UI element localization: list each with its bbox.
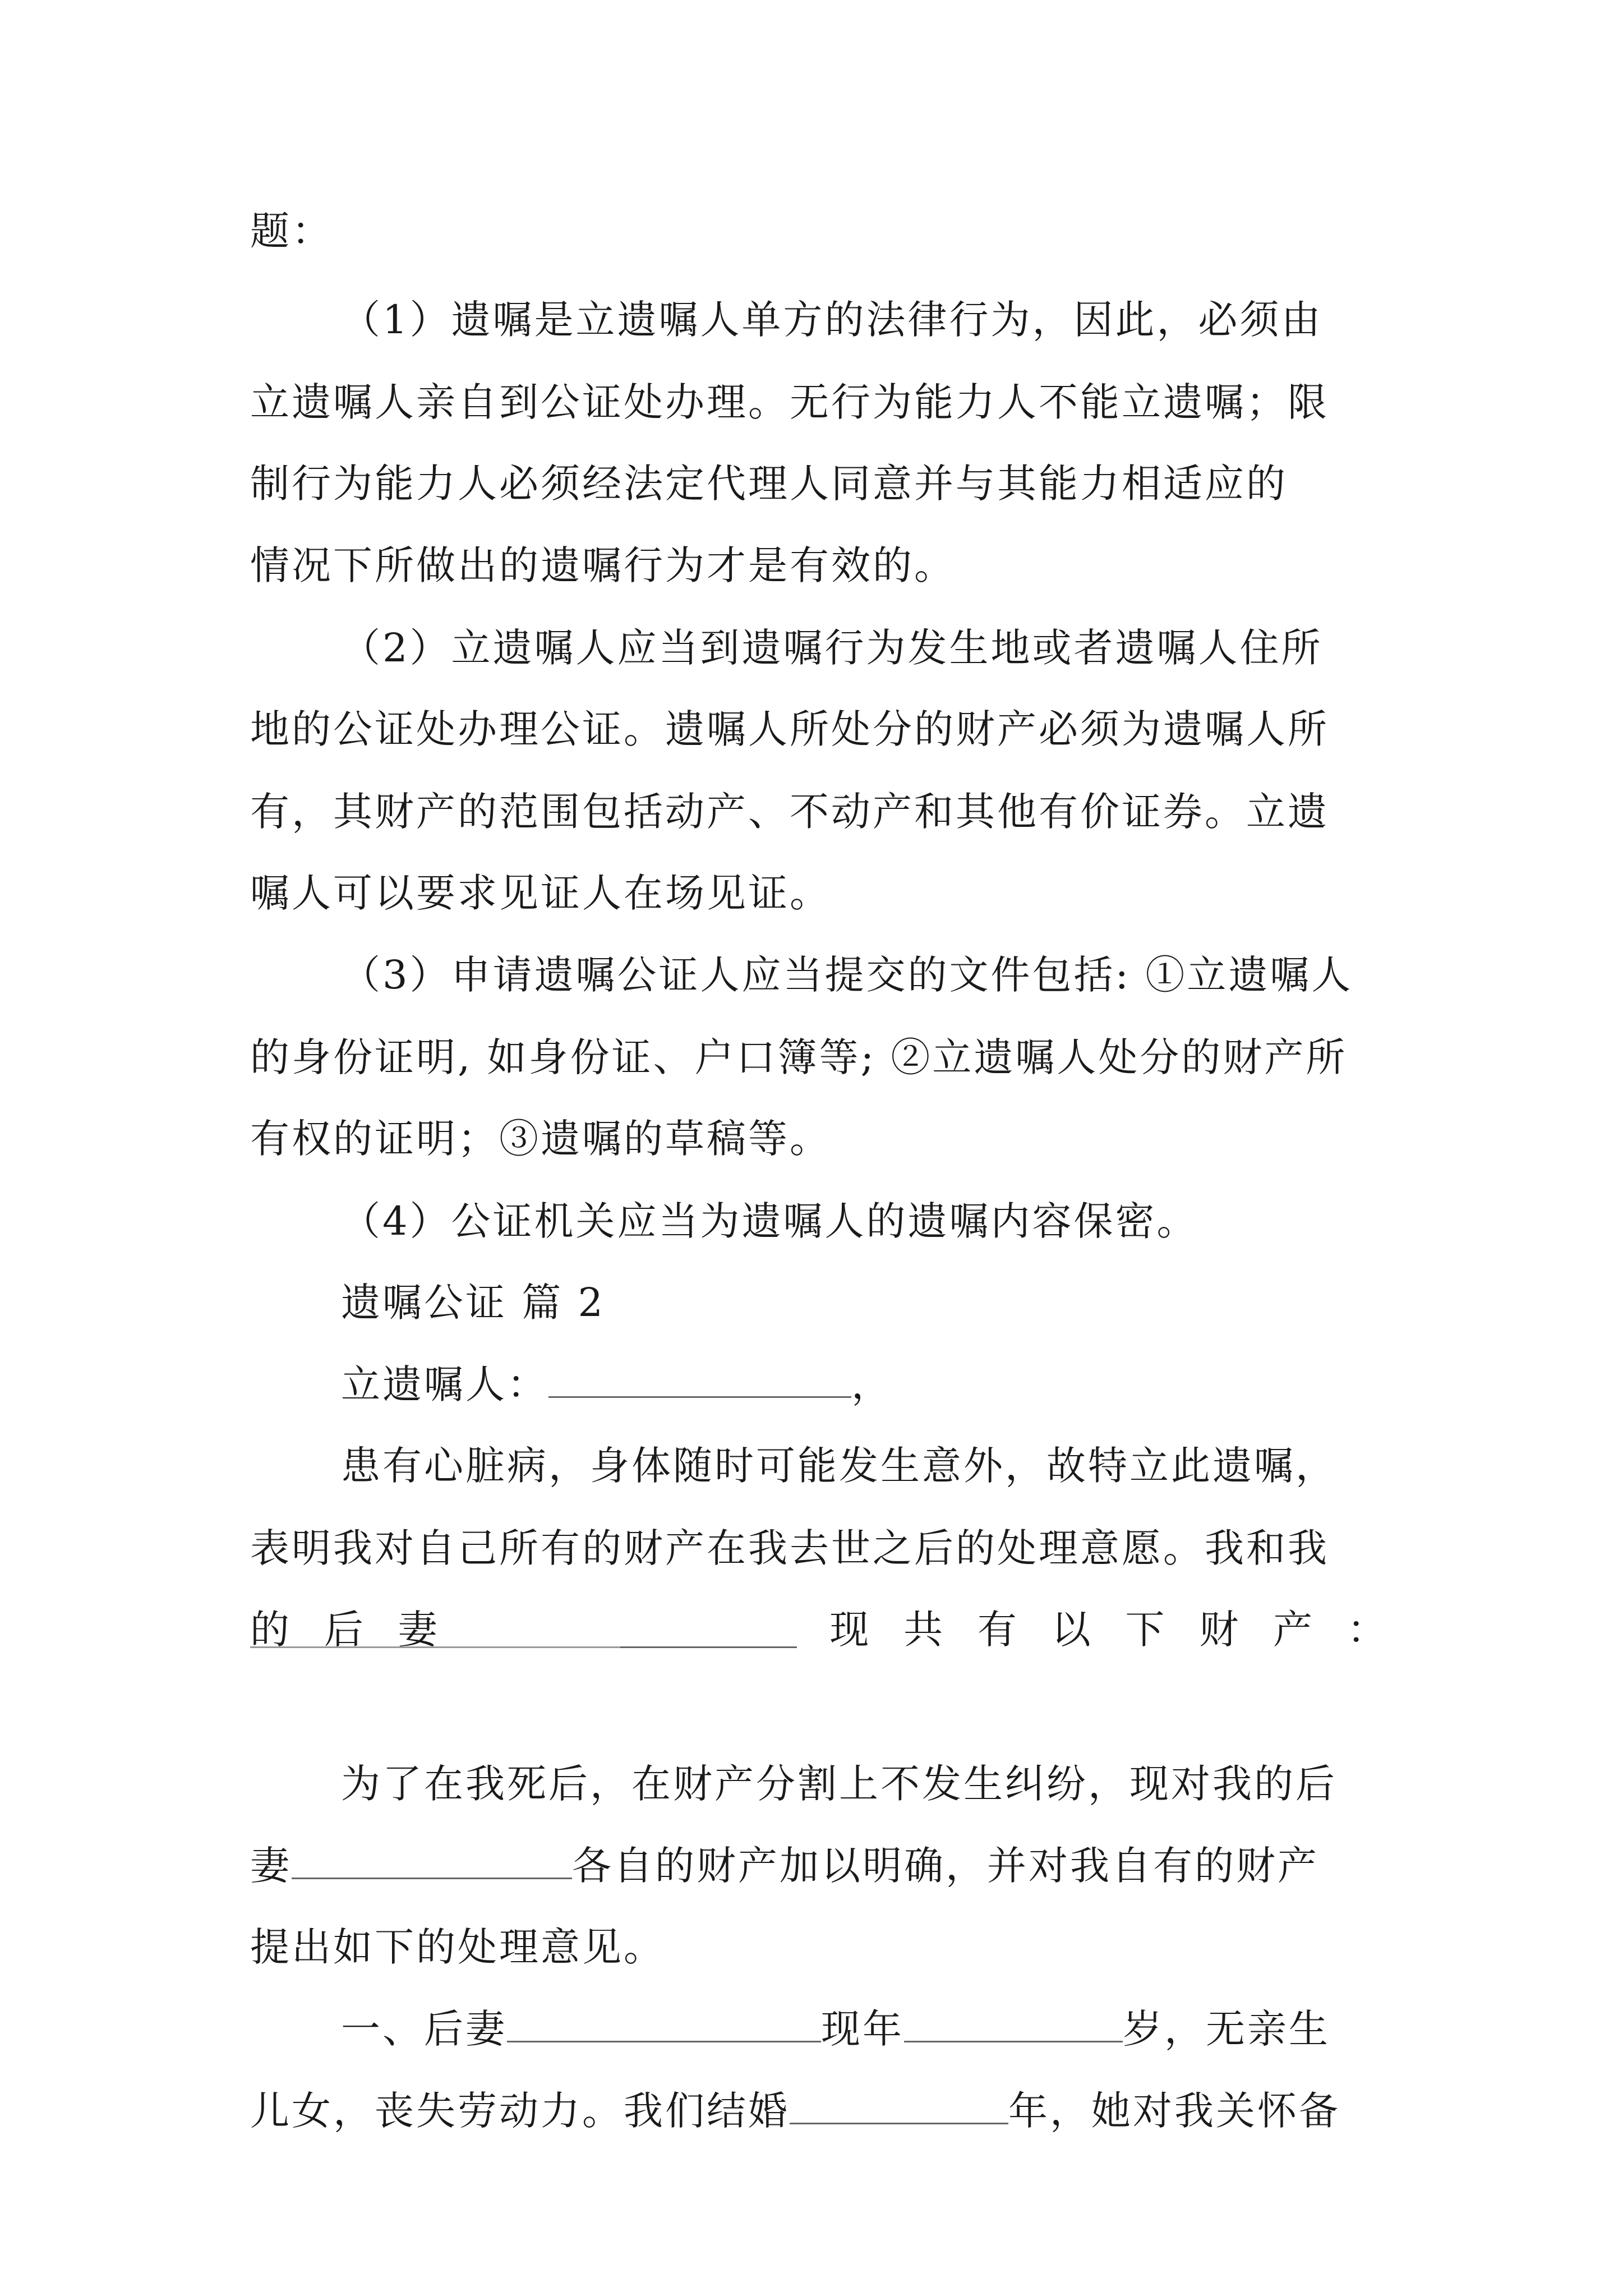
text-line: 表明我对自己所有的财产在我去世之后的处理意愿。我和我 — [250, 1525, 1329, 1571]
age-blank[interactable] — [904, 2006, 1123, 2042]
text-line: 立遗嘱人亲自到公证处办理。无行为能力人不能立遗嘱；限 — [250, 379, 1329, 425]
item-one-cont-b: 年，她对我关怀备 — [1008, 2088, 1340, 2134]
wife-property-line — [250, 1838, 1389, 1894]
item-one-line — [341, 2001, 1389, 2057]
char: 后 — [324, 1607, 366, 1653]
text-line: 有，其财产的范围包括动产、不动产和其他有价证券。立遗 — [250, 789, 1329, 835]
item-one-b: 现年 — [821, 2006, 904, 2052]
text-line: 题： — [250, 208, 333, 254]
text-line: （3）申请遗嘱公证人应当提交的文件包括: ①立遗嘱人 — [341, 952, 1353, 998]
text-line: 地的公证处办理公证。遗嘱人所处分的财产必须为遗嘱人所 — [250, 706, 1329, 752]
item-one-cont-line — [250, 2083, 1389, 2139]
text-line: 有权的证明；③遗嘱的草稿等。 — [250, 1116, 831, 1162]
wife-prefix: 妻 — [250, 1843, 292, 1889]
spouse-name-blank[interactable] — [472, 1612, 797, 1648]
wife-suffix: 各自的财产加以明确，并对我自有的财产 — [572, 1843, 1319, 1889]
char: 共 — [903, 1607, 946, 1653]
text-line: 为了在我死后，在财产分割上不发生纠纷，现对我的后 — [341, 1761, 1337, 1807]
char: ： — [1347, 1607, 1389, 1653]
text-line: （1）遗嘱是立遗嘱人单方的法律行为，因此，必须由 — [341, 297, 1323, 343]
char: 下 — [1125, 1607, 1167, 1653]
item-one-cont-a: 儿女，丧失劳动力。我们结婚 — [250, 2088, 790, 2134]
testator-label: 立遗嘱人： — [341, 1361, 548, 1407]
wife-name-blank[interactable] — [292, 1843, 572, 1879]
testator-suffix: ， — [851, 1361, 893, 1407]
char: 产 — [1273, 1607, 1315, 1653]
text-line: 情况下所做出的遗嘱行为才是有效的。 — [250, 542, 956, 588]
char: 的 — [250, 1607, 292, 1653]
section-heading: 遗嘱公证 篇 2 — [341, 1280, 606, 1326]
spouse-property-line — [250, 1602, 1389, 1658]
text-line: 提出如下的处理意见。 — [250, 1924, 665, 1970]
item-one-a: 一、后妻 — [341, 2006, 507, 2052]
property-list-blank[interactable] — [250, 1646, 620, 1648]
testator-name-blank[interactable] — [548, 1361, 851, 1398]
text-line: 患有心脏病，身体随时可能发生意外，故特立此遗嘱， — [341, 1443, 1337, 1489]
char: 妻 — [398, 1607, 440, 1653]
char: 以 — [1051, 1607, 1093, 1653]
testator-line — [341, 1356, 1389, 1412]
wife-fullname-blank[interactable] — [507, 2006, 821, 2042]
text-line: 的身份证明, 如身份证、户口簿等; ②立遗嘱人处分的财产所 — [250, 1034, 1348, 1080]
text-line: （2）立遗嘱人应当到遗嘱行为发生地或者遗嘱人住所 — [341, 625, 1323, 671]
item-one-c: 岁，无亲生 — [1123, 2006, 1330, 2052]
char: 现 — [829, 1607, 872, 1653]
text-line: 嘱人可以要求见证人在场见证。 — [250, 870, 831, 916]
text-line: （4）公证机关应当为遗嘱人的遗嘱内容保密。 — [341, 1198, 1198, 1244]
char: 财 — [1199, 1607, 1241, 1653]
marriage-years-blank[interactable] — [790, 2088, 1008, 2124]
text-line: 制行为能力人必须经法定代理人同意并与其能力相适应的 — [250, 461, 1288, 507]
char: 有 — [977, 1607, 1019, 1653]
